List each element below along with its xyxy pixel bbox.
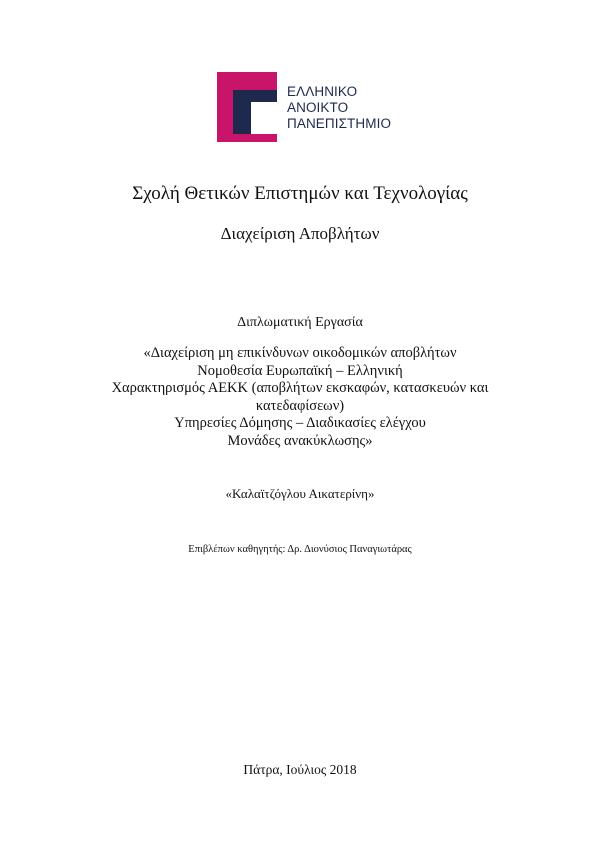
thesis-title-line: κατεδαφίσεων): [255, 397, 345, 414]
thesis-title: [100, 345, 500, 450]
thesis-title-line: «Διαχείριση μη επικίνδυνων οικοδομικών αποβλήτων: [143, 345, 457, 361]
thesis-title-line: Χαρακτηρισμός ΑΕΚΚ (αποβλήτων εκσκαφών, κατασκευών και: [111, 380, 489, 396]
school-name: Σχολή Θετικών Επιστημών και Τεχνολογίας: [132, 183, 468, 204]
thesis-title-line: Μονάδες ανακύκλωσης»: [227, 432, 373, 449]
supervisor: Επιβλέπων καθηγητής: Δρ. Διονύσιος Παναγιωτάρας: [188, 544, 412, 555]
department-name: Διαχείριση Αποβλήτων: [220, 224, 380, 243]
logo-text-line-2: ΑΝΟΙΚΤΟ: [287, 100, 349, 115]
author-name: «Καλαϊτζόγλου Αικατερίνη»: [225, 486, 375, 501]
thesis-type: Διπλωματική Εργασία: [237, 315, 363, 330]
place-date: Πάτρα, Ιούλιος 2018: [243, 762, 357, 777]
thesis-title-line: Νομοθεσία Ευρωπαϊκή – Ελληνική: [197, 362, 403, 379]
university-logo-text: [287, 84, 391, 132]
logo-text-line-1: ΕΛΛΗΝΙΚΟ: [287, 84, 358, 99]
university-logo: [217, 72, 417, 144]
logo-text-line-3: ΠΑΝΕΠΙΣΤΗΜΙΟ: [287, 116, 392, 131]
university-logo-mark-icon: [217, 72, 277, 142]
thesis-title-line: Υπηρεσίες Δόμησης – Διαδικασίες ελέγχου: [174, 415, 426, 431]
